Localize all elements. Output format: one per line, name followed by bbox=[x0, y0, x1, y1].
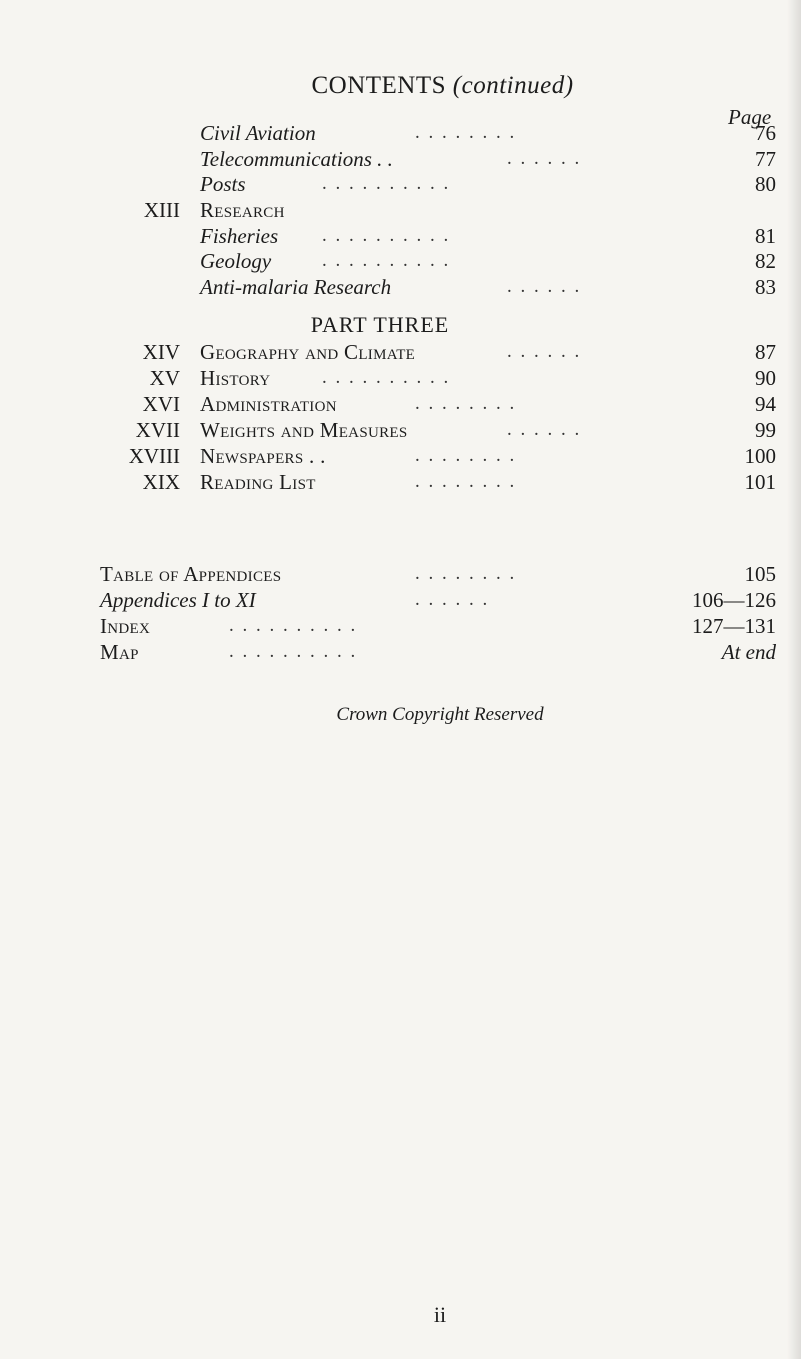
toc-page: 87 bbox=[755, 340, 776, 364]
toc-row-history bbox=[0, 365, 801, 391]
toc-page: 127—131 bbox=[692, 614, 776, 638]
copyright-notice: Crown Copyright Reserved bbox=[336, 704, 544, 725]
toc-row-map bbox=[0, 639, 801, 665]
toc-page: 80 bbox=[755, 172, 776, 196]
toc-row-research bbox=[0, 197, 801, 223]
dot-leader: . . . . . . bbox=[415, 589, 490, 610]
toc-page: 82 bbox=[755, 249, 776, 273]
page-edge-shadow bbox=[787, 0, 801, 1359]
toc-page: 99 bbox=[755, 418, 776, 442]
toc-row-newspapers bbox=[0, 443, 801, 469]
toc-row-table-of-appendices bbox=[0, 561, 801, 587]
toc-page: 77 bbox=[755, 147, 776, 171]
dot-leader: . . . . . . bbox=[507, 148, 582, 169]
toc-page: At end bbox=[721, 640, 776, 664]
toc-row-geography bbox=[0, 339, 801, 365]
toc-label: Reading List bbox=[200, 470, 316, 494]
chapter-number: XVII bbox=[135, 418, 180, 442]
chapter-number: XV bbox=[149, 366, 180, 390]
toc-row-fisheries bbox=[0, 223, 801, 249]
toc-row-anti-malaria bbox=[0, 274, 801, 300]
toc-label: Fisheries bbox=[200, 224, 279, 248]
toc-page: 76 bbox=[755, 121, 776, 145]
toc-row-appendices bbox=[0, 587, 801, 613]
toc-label: Appendices I to XI bbox=[100, 588, 256, 612]
dot-leader: . . . . . . bbox=[507, 419, 582, 440]
page-folio: ii bbox=[433, 1302, 447, 1327]
toc-label: Weights and Measures bbox=[200, 418, 408, 442]
contents-title bbox=[0, 72, 801, 100]
part-heading: PART THREE bbox=[310, 312, 450, 337]
toc-label: Newspapers . . bbox=[200, 444, 326, 468]
toc-label: Administration bbox=[200, 392, 337, 416]
toc-label: Anti-malaria Research bbox=[200, 275, 392, 299]
dot-leader: . . . . . . . . . . bbox=[322, 173, 451, 194]
dot-leader: . . . . . . . . . . bbox=[322, 250, 451, 271]
toc-row-geology bbox=[0, 248, 801, 274]
toc-row-reading-list bbox=[0, 469, 801, 495]
toc-row-civil-aviation bbox=[0, 120, 801, 146]
toc-label: Index bbox=[100, 614, 151, 638]
chapter-number: XVIII bbox=[128, 444, 180, 468]
toc-page: 105 bbox=[744, 562, 776, 586]
dot-leader: . . . . . . . . bbox=[415, 122, 517, 143]
chapter-number: XVI bbox=[142, 392, 180, 416]
toc-label: Geography and Climate bbox=[200, 340, 416, 364]
toc-page: 83 bbox=[755, 275, 776, 299]
page-column-header: Page bbox=[728, 105, 772, 129]
toc-label: Posts bbox=[200, 172, 246, 196]
dot-leader: . . . . . . . . bbox=[415, 471, 517, 492]
title-suffix: (continued) bbox=[452, 72, 574, 99]
chapter-number: XIII bbox=[143, 198, 180, 222]
toc-label: Map bbox=[100, 640, 139, 664]
toc-row-weights bbox=[0, 417, 801, 443]
toc-row-posts bbox=[0, 171, 801, 197]
dot-leader: . . . . . . . . . . bbox=[229, 641, 358, 662]
dot-leader: . . . . . . . . . . bbox=[322, 225, 451, 246]
dot-leader: . . . . . . bbox=[507, 276, 582, 297]
toc-label: History bbox=[200, 366, 271, 390]
toc-label: Civil Aviation bbox=[200, 121, 316, 145]
toc-row-index bbox=[0, 613, 801, 639]
dot-leader: . . . . . . . . bbox=[415, 445, 517, 466]
toc-page: 81 bbox=[755, 224, 776, 248]
dot-leader: . . . . . . . . bbox=[415, 393, 517, 414]
toc-label: Research bbox=[200, 198, 285, 222]
toc-label: Telecommunications . . bbox=[200, 147, 393, 171]
dot-leader: . . . . . . bbox=[507, 341, 582, 362]
dot-leader: . . . . . . . . bbox=[415, 563, 517, 584]
dot-leader: . . . . . . . . . . bbox=[322, 367, 451, 388]
chapter-number: XIX bbox=[142, 470, 180, 494]
chapter-number: XIV bbox=[142, 340, 180, 364]
toc-label: Table of Appendices bbox=[100, 562, 282, 586]
toc-page: 94 bbox=[755, 392, 776, 416]
toc-row-telecommunications bbox=[0, 146, 801, 172]
toc-page: 90 bbox=[755, 366, 776, 390]
toc-row-administration bbox=[0, 391, 801, 417]
title-text: CONTENTS bbox=[311, 72, 447, 99]
toc-page: 106—126 bbox=[692, 588, 776, 612]
toc-label: Geology bbox=[200, 249, 272, 273]
dot-leader: . . . . . . . . . . bbox=[229, 615, 358, 636]
toc-page: 100 bbox=[744, 444, 776, 468]
toc-page: 101 bbox=[744, 470, 776, 494]
